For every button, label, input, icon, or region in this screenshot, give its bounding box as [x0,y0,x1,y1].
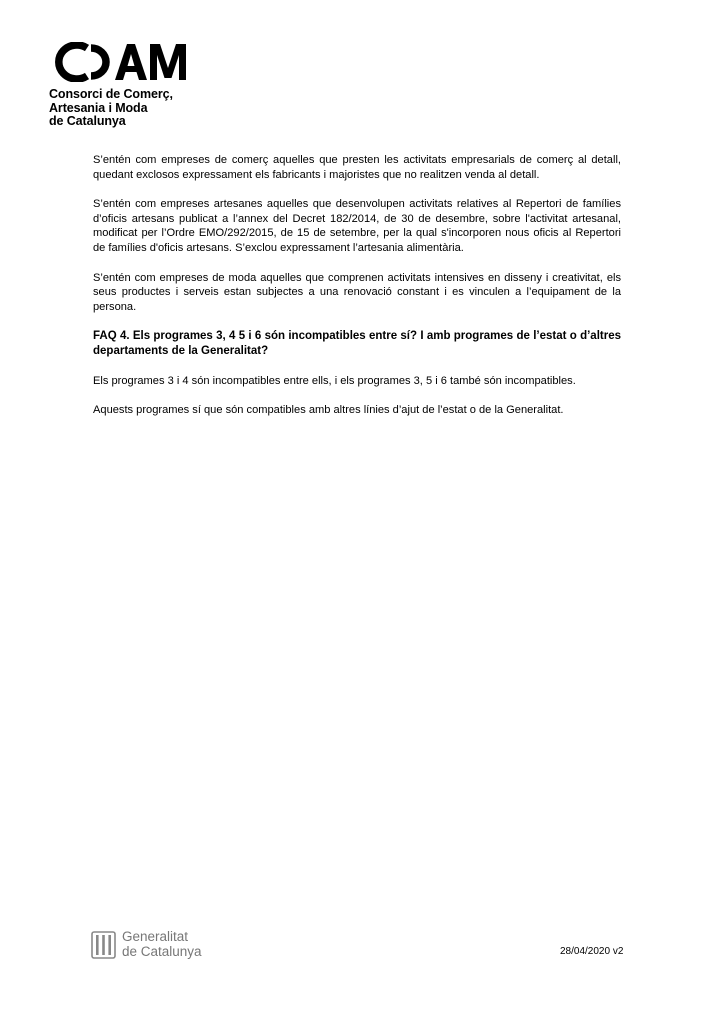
paragraph-comerc: S’entén com empreses de comerç aquelles que presten les activitats empresarials de comerç al detall, quedant exclosos expressament els fabricants i majoristes que no realitzen venda al detall. [93,154,621,181]
faq-4-answer-incompatibility: Els programes 3 i 4 són incompatibles entre ells, i els programes 3, 5 i 6 també són incompatibles. [93,374,576,387]
generalitat-line: de Catalunya [122,943,202,959]
paragraph-moda: S’entén com empreses de moda aquelles que comprenen activitats intensives en disseny i creativitat, els seus productes i serveis estan subjectes a una renovació constant i es vinculen a l’equipament de la persona. [93,271,621,313]
paragraph-artesanes: S’entén com empreses artesanes aquelles que desenvolupen activitats relatives al Repertori de famílies d’oficis artesans publicat a l’annex del Decret 182/2014, de 30 de desembre, sobre l'activitat artesanal, modificat per l’Ordre EMO/292/2015, de 15 de setembre, per la qual s'incorporen nous oficis al Repertori de famílies d'oficis artesans. S’exclou expressament l’artesania alimentària. [93,198,621,254]
generalitat-emblem-icon [91,931,116,959]
ccam-logo [49,42,194,129]
ccam-logo-icon [49,42,194,82]
generalitat-logo [91,930,202,959]
generalitat-name [122,930,202,959]
organization-line: Artesania i Moda [49,100,148,115]
document-date-version: 28/04/2020 v2 [560,946,624,957]
generalitat-line: Generalitat [122,929,189,944]
faq-4-heading: FAQ 4. Els programes 3, 4 5 i 6 són incompatibles entre sí? I amb programes de l’estat o d’altres departaments de la Generalitat? [93,330,621,357]
ccam-logo-mark [49,42,194,82]
faq-4-answer-compatibility: Aquests programes sí que són compatibles amb altres línies d’ajut de l’estat o de la Generalitat. [93,404,564,417]
document-body [93,153,621,433]
ccam-organization-name [49,88,194,129]
organization-line: de Catalunya [49,114,126,128]
organization-line: Consorci de Comerç, [49,87,173,101]
